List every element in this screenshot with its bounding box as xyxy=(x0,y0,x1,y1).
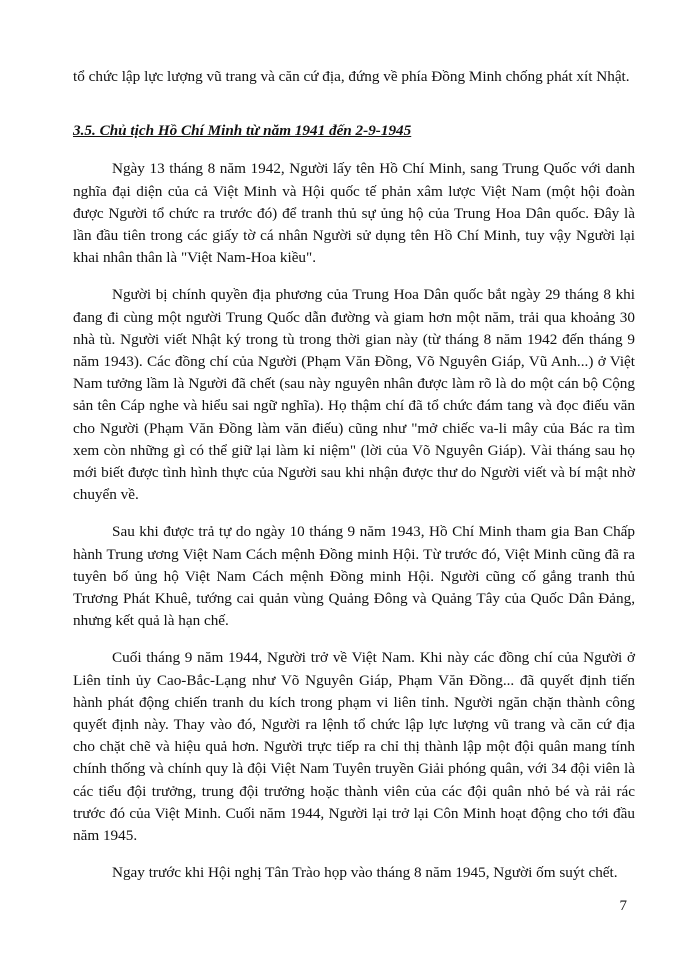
paragraph-3: Sau khi được trả tự do ngày 10 tháng 9 năm 1943, Hồ Chí Minh tham gia Ban Chấp hành Trung ương Việt Nam Cách mệnh Đồng minh Hội. Từ trước đó, Việt Minh cũng đã ra tuyên bố ủng hộ Việt Nam Cách mệnh Đồng minh Hội. Người cũng cố gắng tranh thủ Trương Phát Khuê, tướng cai quản vùng Quảng Đông và Quảng Tây của Quốc Dân Đảng, nhưng kết quả là hạn chế. xyxy=(73,523,635,630)
paragraph-2: Người bị chính quyền địa phương của Trung Hoa Dân quốc bắt ngày 29 tháng 8 khi đang đi cùng một người Trung Quốc dẫn đường và giam hơn một năm, trải qua khoảng 30 nhà tù. Người viết Nhật ký trong tù trong thời gian này (từ tháng 8 năm 1942 đến tháng 9 năm 1943). Các đồng chí của Người (Phạm Văn Đồng, Võ Nguyên Giáp, Vũ Anh...) ở Việt Nam tưởng lầm là Người đã chết (sau này nguyên nhân được làm rõ là do một cán bộ Cộng sản tên Cáp nghe và hiểu sai ngữ nghĩa). Họ thậm chí đã tổ chức đám tang và đọc điếu văn cho Người (Phạm Văn Đồng làm văn điếu) cũng như "mở chiếc va-li mây của Bác ra tìm xem còn những gì có thể giữ lại làm kỉ niệm" (lời của Võ Nguyên Giáp). Vài tháng sau họ mới biết được tình hình thực của Người sau khi nhận được thư do Người viết và bí mật nhờ chuyển về. xyxy=(73,286,635,504)
paragraph-4: Cuối tháng 9 năm 1944, Người trở về Việt Nam. Khi này các đồng chí của Người ở Liên tỉnh ủy Cao-Bắc-Lạng như Võ Nguyên Giáp, Phạm Văn Đồng... đã quyết định tiến hành phát động chiến tranh du kích trong phạm vi liên tỉnh. Người ngăn chặn thành công quyết định này. Thay vào đó, Người ra lệnh tổ chức lập lực lượng vũ trang và căn cứ địa cho chặt chẽ và hiệu quả hơn. Người trực tiếp ra chỉ thị thành lập một đội quân mang tính chính thống và chính quy là đội Việt Nam Tuyên truyền Giải phóng quân, với 34 đội viên là các tiểu đội trưởng, trung đội trưởng hoặc thành viên của các đội quân nhỏ bé và rải rác trước đó của Việt Minh. Cuối năm 1944, Người lại trở lại Côn Minh hoạt động cho tới đầu năm 1945. xyxy=(73,649,635,845)
paragraph-5: Ngay trước khi Hội nghị Tân Trào họp vào tháng 8 năm 1945, Người ốm suýt chết. xyxy=(112,864,618,882)
intro-paragraph: tổ chức lập lực lượng vũ trang và căn cứ địa, đứng về phía Đồng Minh chống phát xít Nhật. xyxy=(73,68,630,85)
document-body xyxy=(73,66,635,900)
section-heading: 3.5. Chủ tịch Hồ Chí Minh từ năm 1941 đến 2-9-1945 xyxy=(73,122,412,140)
page-number: 7 xyxy=(619,898,627,914)
paragraph-1: Ngày 13 tháng 8 năm 1942, Người lấy tên Hồ Chí Minh, sang Trung Quốc với danh nghĩa đại diện của cả Việt Minh và Hội quốc tế phản xâm lược Việt Nam (một hội đoàn được Người tổ chức ra trước đó) để tranh thủ sự ủng hộ của Trung Hoa Dân quốc. Đây là lần đầu tiên trong các giấy tờ cá nhân Người sử dụng tên Hồ Chí Minh, tuy vậy Người lại khai nhân thân là "Việt Nam-Hoa kiều". xyxy=(73,160,635,267)
